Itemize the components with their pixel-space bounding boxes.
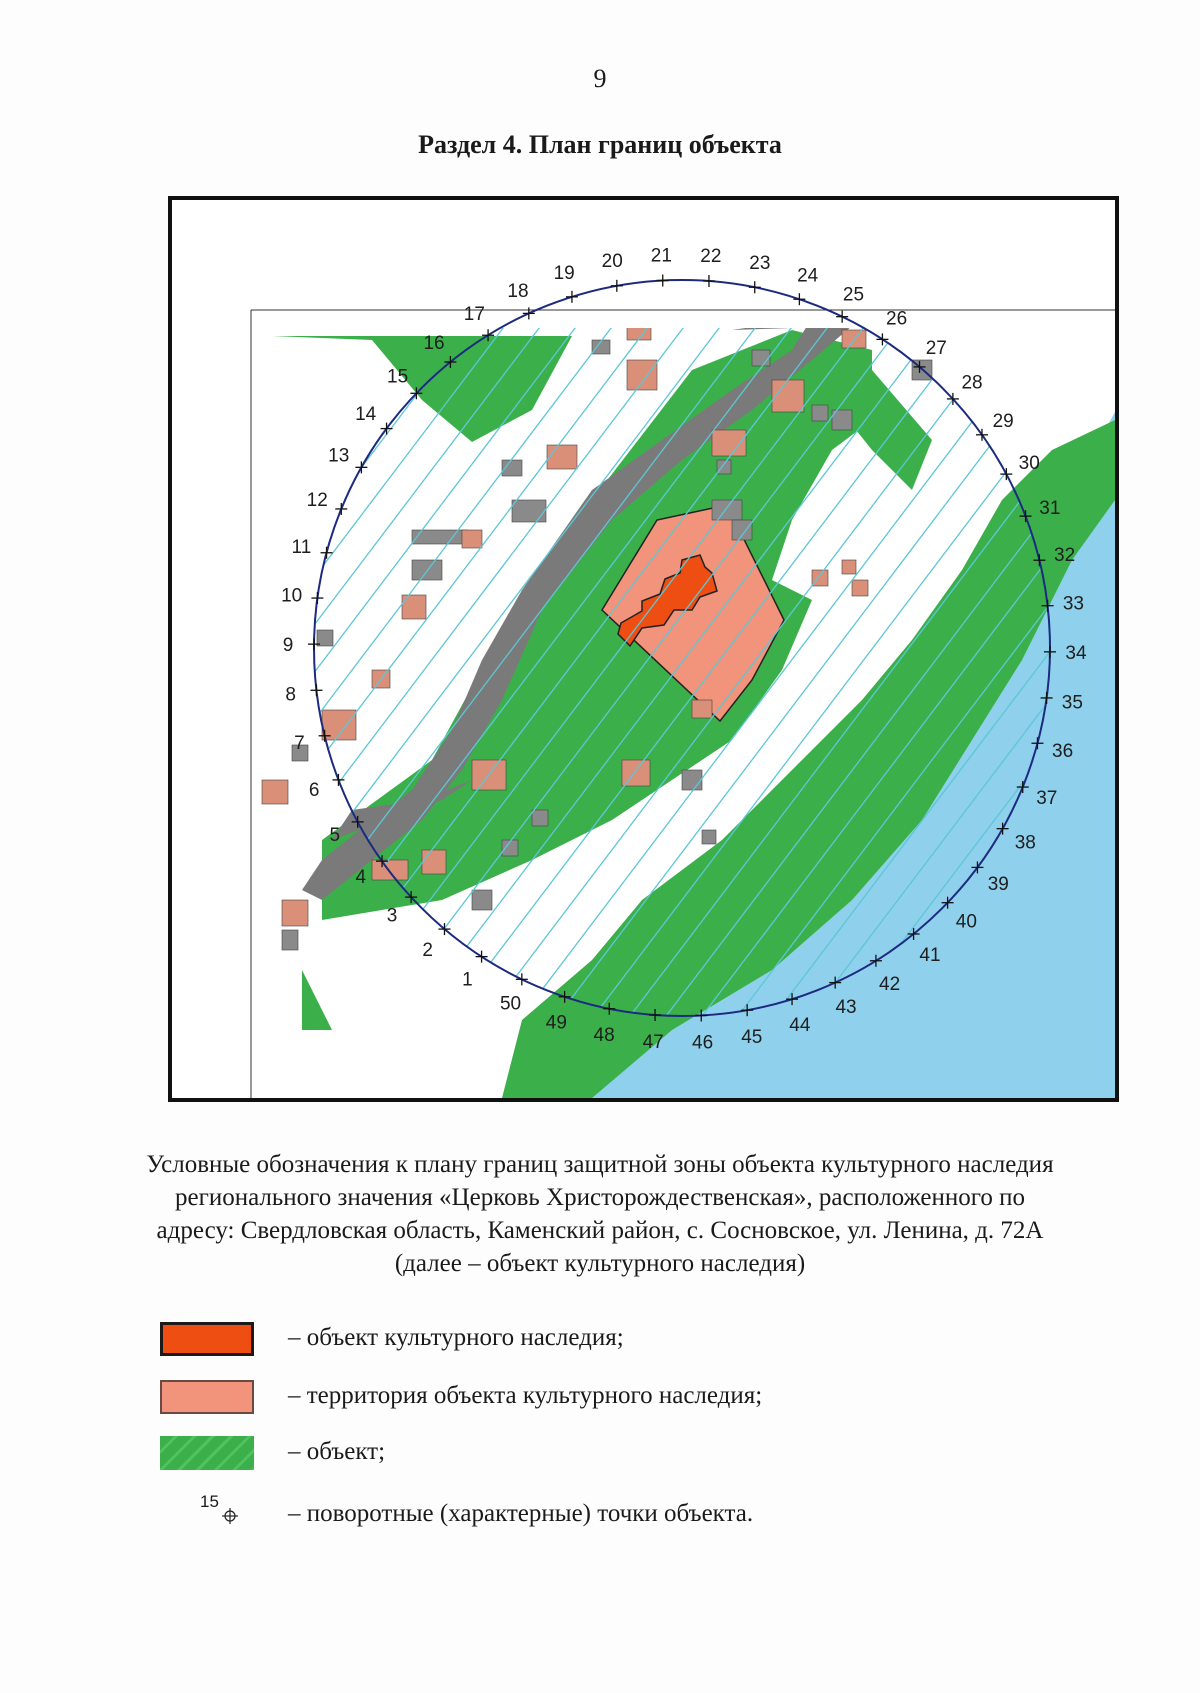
turning-point-sample-label: 15 (200, 1492, 219, 1511)
turning-point-sample (200, 1492, 260, 1532)
turning-point-label: 30 (1018, 452, 1040, 474)
building (262, 780, 288, 804)
turning-point-label: 17 (463, 304, 485, 326)
building (702, 830, 716, 844)
turning-point-label: 2 (422, 939, 433, 961)
map-canvas (172, 200, 1115, 1098)
legend-text-heritage-object: – объект культурного наследия; (288, 1324, 624, 1351)
section-title: Раздел 4. План границ объекта (418, 130, 782, 159)
turning-point-label: 31 (1039, 497, 1061, 519)
boundary-plan-map (168, 196, 1119, 1102)
building (627, 360, 657, 390)
heritage-territory-swatch (160, 1380, 254, 1414)
building (547, 445, 577, 469)
turning-point-label: 28 (961, 372, 983, 394)
building (712, 500, 742, 520)
turning-point-label: 41 (919, 945, 941, 967)
turning-point-label: 43 (835, 997, 857, 1019)
legend-text-heritage-territory: – территория объекта культурного наследия; (288, 1382, 763, 1409)
building (812, 570, 828, 586)
building (422, 850, 446, 874)
building (692, 700, 712, 718)
turning-point-label: 5 (329, 825, 341, 847)
turning-point-label: 19 (553, 263, 575, 285)
turning-point-label: 20 (601, 251, 623, 273)
building (472, 890, 492, 910)
turning-point-label: 12 (306, 490, 328, 512)
turning-point-label: 3 (386, 905, 398, 927)
turning-point-label: 42 (879, 973, 901, 995)
turning-point-label: 49 (545, 1012, 567, 1034)
building (732, 520, 752, 540)
turning-point-label: 10 (281, 585, 303, 607)
turning-point-label: 25 (842, 284, 865, 306)
turning-point-label: 15 (387, 366, 409, 388)
building (682, 770, 702, 790)
turning-point-label: 40 (955, 911, 977, 933)
legend-caption: Условные обозначения к плану границ защитной зоны объекта культурного наследия регионального значения «Церковь Христорождественская», расположенного по адресу: Свердловская область, Каменский район, с. Сосновское, ул. Ленина, д. 72А (далее – объект культурного наследия) (146, 1151, 1054, 1277)
turning-point-label: 9 (282, 634, 294, 656)
crosshair-icon (200, 1492, 260, 1532)
turning-point-label: 44 (789, 1014, 811, 1036)
turning-point-label: 35 (1061, 692, 1083, 714)
turning-point-label: 48 (593, 1025, 615, 1047)
turning-point-label: 29 (992, 410, 1014, 432)
turning-point-label: 8 (285, 684, 296, 706)
page-number: 9 (593, 64, 607, 93)
turning-point-label: 36 (1052, 740, 1074, 762)
building (282, 930, 298, 950)
building (812, 405, 828, 421)
building (282, 900, 308, 926)
turning-point-label: 21 (650, 245, 672, 267)
turning-point-label: 50 (499, 993, 522, 1015)
turning-point-label: 23 (749, 252, 771, 274)
turning-point-label: 4 (355, 867, 367, 889)
building (772, 380, 804, 412)
turning-point-label: 39 (987, 873, 1009, 895)
turning-point-label: 32 (1054, 545, 1076, 567)
turning-point-label: 24 (797, 265, 819, 287)
turning-point-label: 47 (642, 1031, 664, 1053)
turning-point-label: 37 (1036, 787, 1058, 809)
building (622, 760, 650, 786)
turning-point-label: 22 (700, 246, 722, 268)
protection-zone-swatch (160, 1436, 254, 1470)
building (512, 500, 546, 522)
building (712, 430, 746, 456)
turning-point-label: 26 (886, 308, 908, 330)
legend-text-turning-point: – поворотные (характерные) точки объекта. (288, 1500, 754, 1527)
turning-point-label: 34 (1065, 643, 1087, 665)
turning-point-label: 38 (1014, 832, 1036, 854)
building (852, 580, 868, 596)
turning-point-label: 27 (925, 338, 947, 360)
turning-point-label: 14 (355, 404, 377, 426)
turning-point-label: 16 (423, 332, 445, 354)
turning-point-label: 6 (308, 780, 320, 802)
building (462, 530, 482, 548)
building (532, 810, 548, 826)
turning-point-label: 18 (507, 280, 529, 302)
turning-point-label: 46 (692, 1032, 714, 1054)
turning-point-label: 1 (462, 969, 473, 991)
building (842, 560, 856, 574)
building (717, 460, 731, 474)
building (752, 350, 770, 366)
turning-point-label: 11 (291, 537, 312, 559)
building (412, 560, 442, 580)
heritage-object-swatch (160, 1322, 254, 1356)
turning-point-label: 13 (328, 445, 350, 467)
building (372, 860, 408, 880)
turning-point-label: 33 (1062, 593, 1084, 615)
turning-point-label: 45 (741, 1026, 763, 1048)
legend-text-protection-zone: – объект; (288, 1438, 386, 1465)
turning-point-label: 7 (294, 732, 305, 754)
